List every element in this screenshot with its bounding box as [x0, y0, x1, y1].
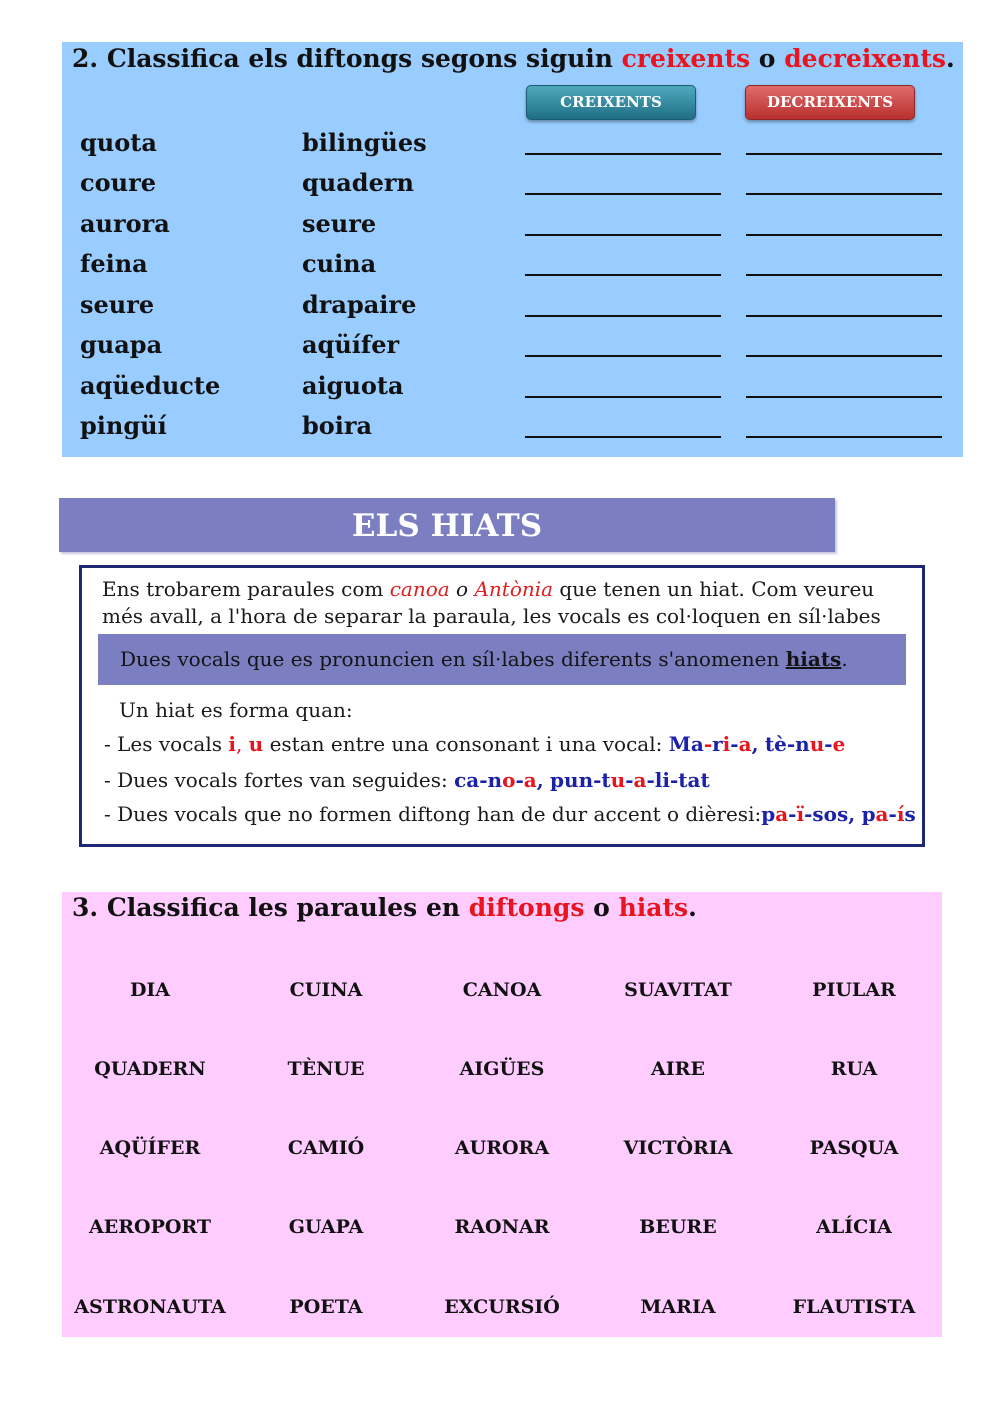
decreixents-answer-blank[interactable] — [746, 436, 942, 438]
word-col1-item[interactable]: coure — [80, 168, 156, 197]
exercise-2-title — [72, 44, 955, 73]
word-tile[interactable]: AIGÜES — [459, 1058, 545, 1080]
title-diftongs: diftongs — [468, 893, 585, 922]
word-tile[interactable]: MARIA — [640, 1296, 716, 1318]
exercise-number: 3. — [72, 893, 99, 922]
hiat-rule-1: - Les vocals i, u estan entre una consonant i una vocal: Ma-ri-a, tè-nu-e — [104, 732, 846, 756]
hiat-rule-3: - Dues vocals que no formen diftong han de dur accent o dièresi:pa-ï-sos, pa-ís — [104, 802, 916, 826]
word-tile[interactable]: POETA — [289, 1296, 363, 1318]
word-tile[interactable]: PASQUA — [809, 1137, 899, 1159]
creixents-answer-blank[interactable] — [525, 193, 721, 195]
title-conjunction: o — [758, 44, 776, 73]
word-col1-item[interactable]: aurora — [80, 209, 170, 238]
hiats-intro-text: Ens trobarem paraules com canoa o Antònia que tenen un hiat. Com veureu més avall, a l'hora de separar la paraula, les vocals es col·loquen en síl·labes — [102, 577, 881, 628]
word-tile[interactable]: SUAVITAT — [624, 979, 732, 1001]
creixents-answer-blank[interactable] — [525, 153, 721, 155]
word-tile[interactable]: RAONAR — [454, 1216, 550, 1238]
word-tile[interactable]: AEROPORT — [89, 1216, 211, 1238]
title-period: . — [945, 44, 955, 73]
word-col1-item[interactable]: guapa — [80, 330, 163, 359]
word-tile[interactable]: CAMIÓ — [287, 1137, 365, 1159]
decreixents-answer-blank[interactable] — [746, 315, 942, 317]
exercise-3-title — [72, 893, 697, 922]
decreixents-answer-blank[interactable] — [746, 193, 942, 195]
word-col2-item[interactable]: quadern — [302, 168, 414, 197]
creixents-answer-blank[interactable] — [525, 396, 721, 398]
word-tile[interactable]: AQÜÍFER — [99, 1137, 201, 1159]
word-col2-item[interactable]: cuina — [302, 249, 377, 278]
title-period: . — [688, 893, 697, 922]
creixents-answer-blank[interactable] — [525, 315, 721, 317]
word-col1-item[interactable]: pingüí — [80, 411, 167, 440]
example-pais-syllables: pa-ís — [861, 802, 916, 826]
word-tile[interactable]: AIRE — [651, 1058, 705, 1080]
creixents-answer-blank[interactable] — [525, 436, 721, 438]
word-tile[interactable]: CANOA — [462, 979, 542, 1001]
creixents-answer-blank[interactable] — [525, 274, 721, 276]
example-antonia: Antònia — [474, 577, 554, 601]
word-col2-item[interactable]: seure — [302, 209, 377, 238]
word-tile[interactable]: BEURE — [639, 1216, 717, 1238]
word-tile[interactable]: AURORA — [454, 1137, 550, 1159]
title-text: Classifica els diftongs segons siguin — [106, 44, 613, 73]
decreixents-answer-blank[interactable] — [746, 355, 942, 357]
word-tile[interactable]: PIULAR — [812, 979, 896, 1001]
word-col1-item[interactable]: aqüeducte — [80, 371, 221, 400]
word-tile[interactable]: CUINA — [289, 979, 363, 1001]
word-col1-item[interactable]: feina — [80, 249, 148, 278]
example-canoa: canoa — [389, 577, 450, 601]
title-creixents: creixents — [621, 44, 751, 73]
creixents-button[interactable]: CREIXENTS — [526, 85, 696, 120]
decreixents-answer-blank[interactable] — [746, 153, 942, 155]
word-tile[interactable]: ALÍCIA — [816, 1216, 892, 1238]
word-tile[interactable]: DIA — [129, 979, 171, 1001]
word-tile[interactable]: VICTÒRIA — [623, 1137, 733, 1159]
creixents-answer-blank[interactable] — [525, 355, 721, 357]
hiat-definition-bar: Dues vocals que es pronuncien en síl·labes diferents s'anomenen hiats. — [98, 634, 906, 685]
word-tile[interactable]: ASTRONAUTA — [74, 1296, 226, 1318]
word-col2-item[interactable]: drapaire — [302, 290, 417, 319]
decreixents-answer-blank[interactable] — [746, 396, 942, 398]
title-conjunction: o — [593, 893, 610, 922]
example-puntualitat-syllables: pun-tu-a-li-tat — [550, 768, 710, 792]
hiats-info-box — [79, 565, 925, 847]
word-tile[interactable]: FLAUTISTA — [792, 1296, 916, 1318]
word-col1-item[interactable]: quota — [80, 128, 157, 157]
word-tile[interactable]: EXCURSIÓ — [444, 1296, 560, 1318]
hiat-rule-2: - Dues vocals fortes van seguides: ca-no-a, pun-tu-a-li-tat — [104, 768, 710, 792]
hiats-section-heading: ELS HIATS — [59, 498, 835, 552]
title-hiats: hiats — [618, 893, 689, 922]
word-tile[interactable]: TÈNUE — [287, 1058, 365, 1080]
decreixents-answer-blank[interactable] — [746, 274, 942, 276]
decreixents-answer-blank[interactable] — [746, 234, 942, 236]
example-paisos-syllables: pa-ï-sos, — [761, 802, 856, 826]
title-decreixents: decreixents — [784, 44, 946, 73]
creixents-answer-blank[interactable] — [525, 234, 721, 236]
example-canoa-syllables: ca-no-a, — [454, 768, 544, 792]
word-tile[interactable]: GUAPA — [288, 1216, 364, 1238]
decreixents-button[interactable]: DECREIXENTS — [745, 85, 915, 120]
word-col1-item[interactable]: seure — [80, 290, 155, 319]
hiat-forms-when: Un hiat es forma quan: — [119, 698, 353, 722]
word-tile[interactable]: QUADERN — [94, 1058, 206, 1080]
diphthong-exercise-panel — [62, 42, 963, 457]
word-col2-item[interactable]: aqüífer — [302, 330, 400, 359]
exercise-number: 2. — [72, 44, 99, 73]
hiat-term: hiats — [785, 647, 842, 671]
title-text: Classifica les paraules en — [106, 893, 461, 922]
word-tile[interactable]: RUA — [830, 1058, 878, 1080]
word-col2-item[interactable]: boira — [302, 411, 373, 440]
example-maria-syllables: Ma-ri-a, — [668, 732, 759, 756]
example-tenue-syllables: tè-nu-e — [764, 732, 846, 756]
diphthong-hiat-sort-panel — [62, 892, 942, 1337]
word-col2-item[interactable]: bilingües — [302, 128, 427, 157]
word-col2-item[interactable]: aiguota — [302, 371, 404, 400]
